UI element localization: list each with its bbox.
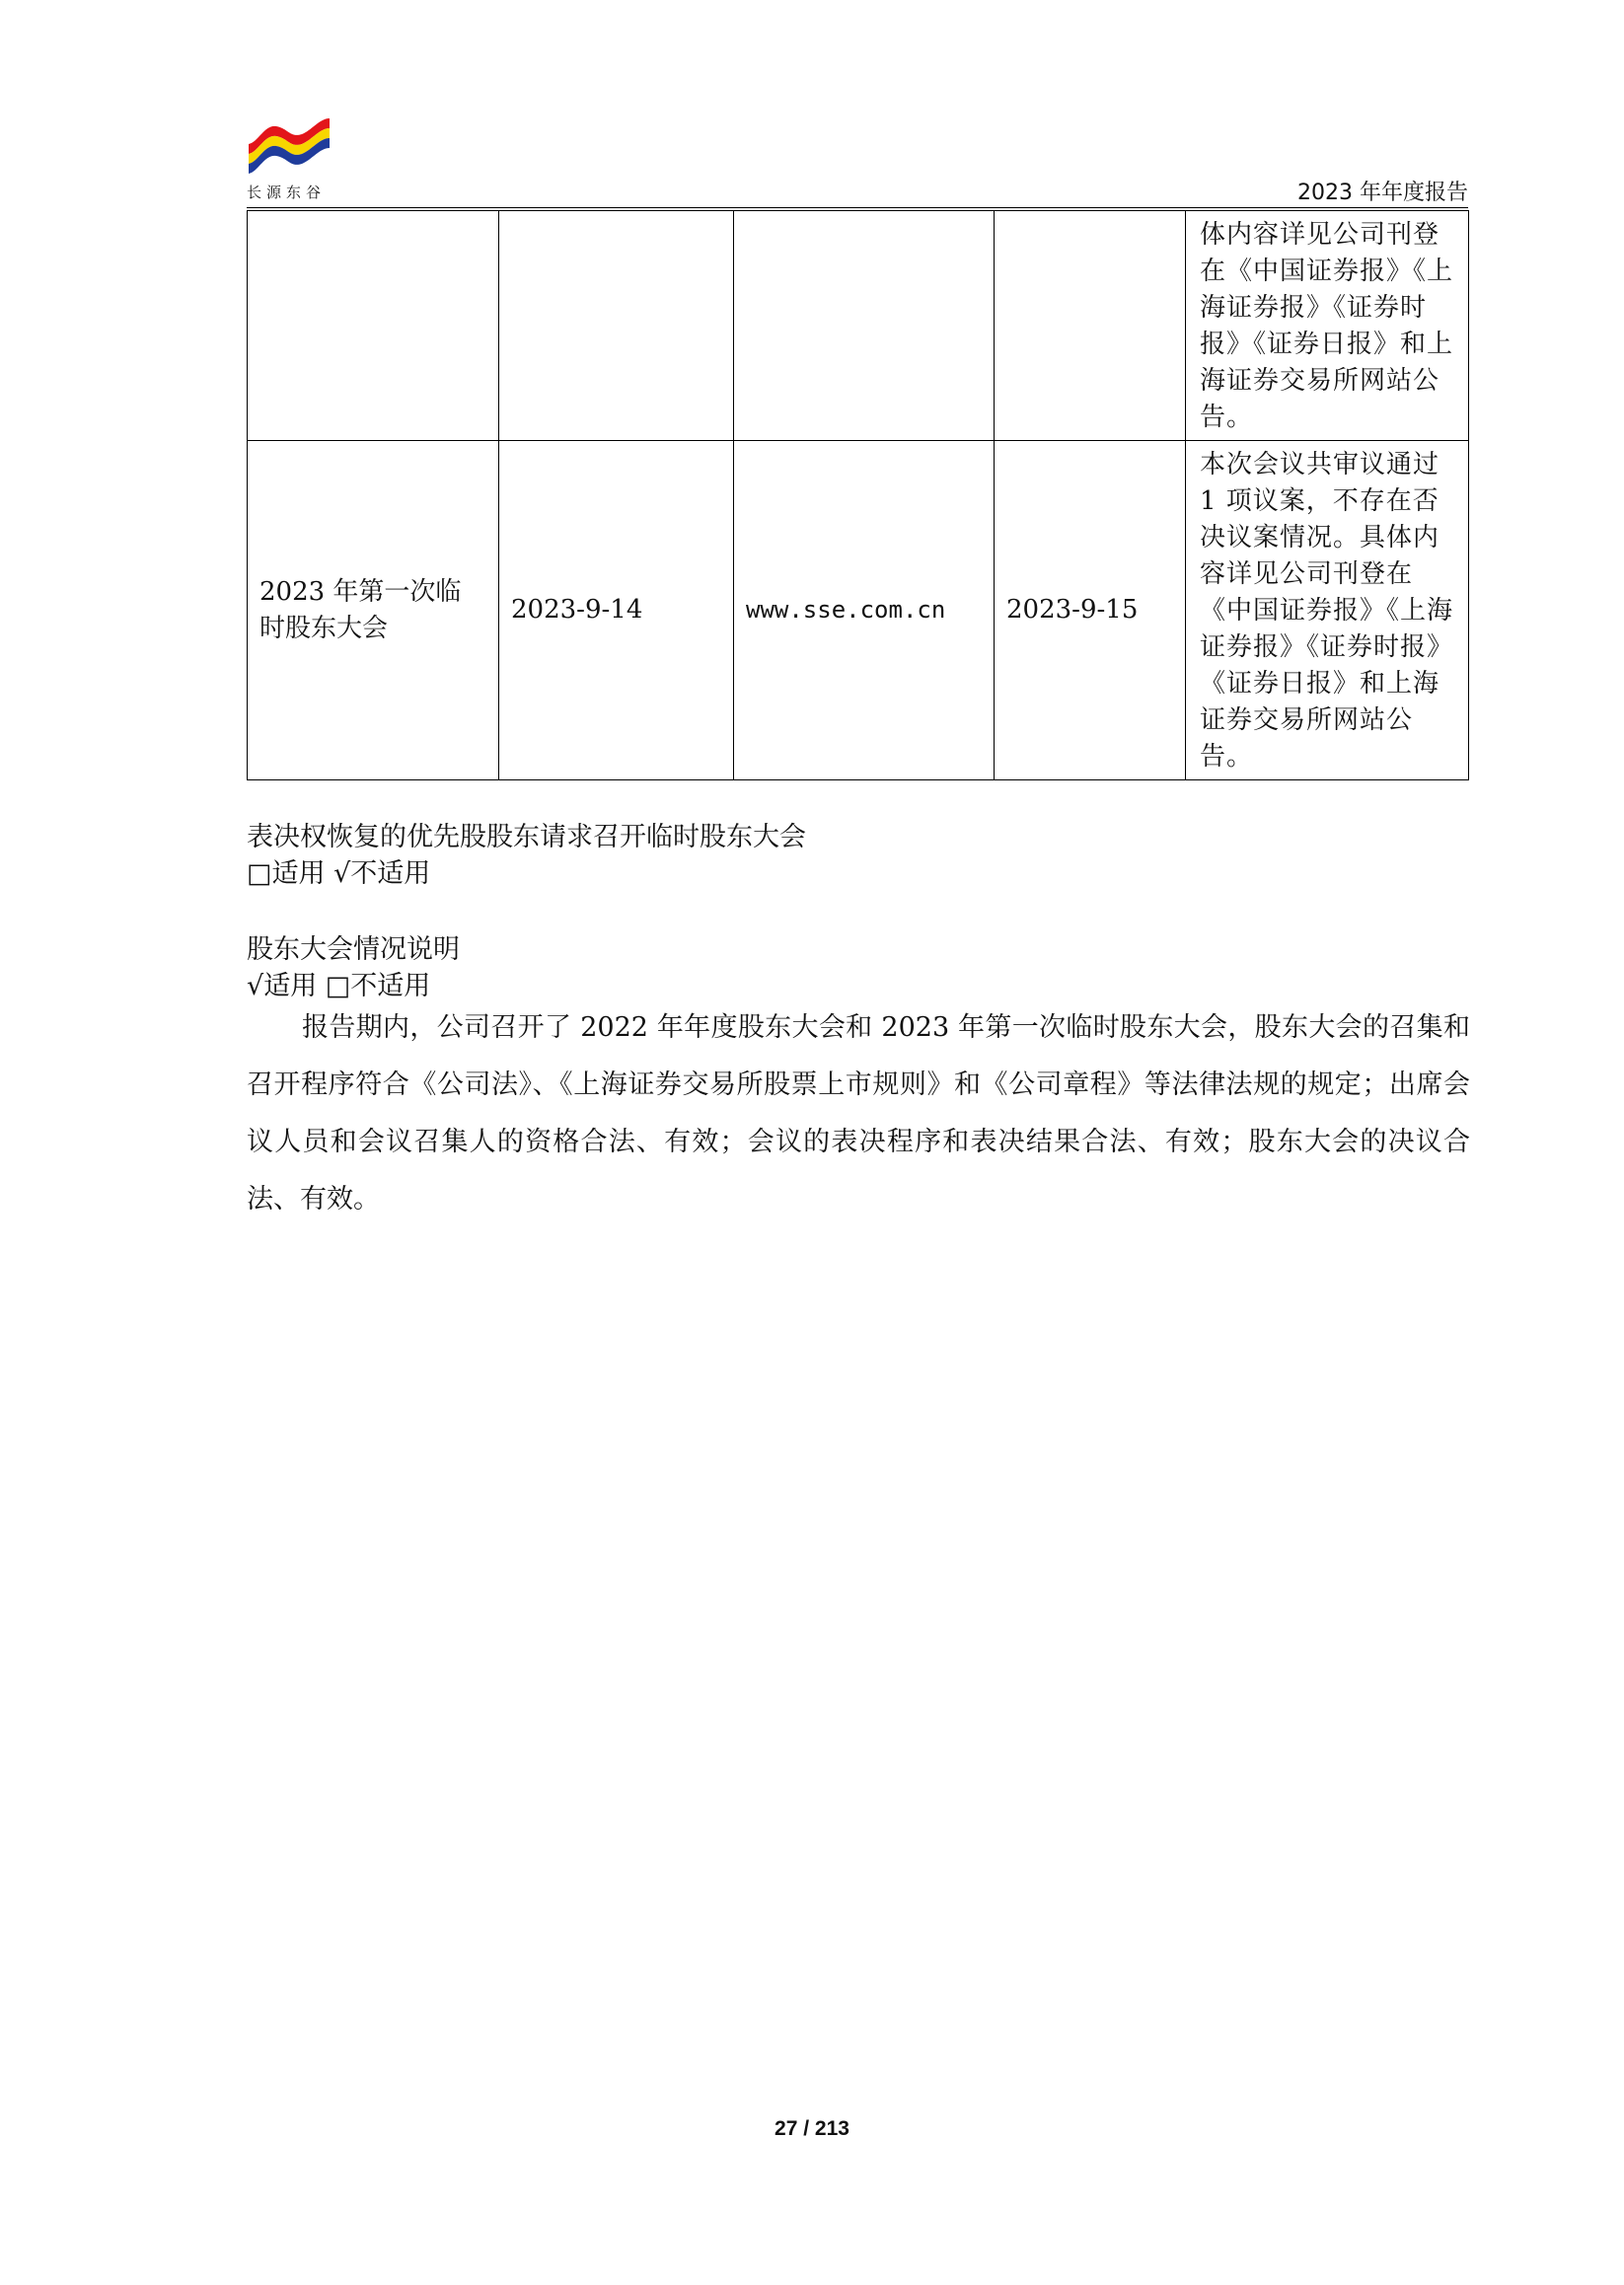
preferred-shareholder-section — [247, 819, 1470, 892]
explanation-paragraph: 报告期内，公司召开了 2022 年年度股东大会和 2023 年第一次临时股东大会，股东大会的召集和召开程序符合《公司法》、《上海证券交易所股票上市规则》和《公司章程》等法律法规的规定；出席会议人员和会议召集人的资格合法、有效；会议的表决程序和表决结果合法、有效；股东大会的决议合法、有效。 — [247, 1012, 1470, 1215]
resolution-description-cell: 本次会议共审议通过 1 项议案，不存在否决议案情况。具体内容详见公司刊登在《中国证券报》《上海证券报》《证券时报》《证券日报》和上海证券交易所网站公告。 — [1186, 441, 1469, 780]
meeting-name-cell — [248, 211, 499, 441]
publish-date-cell — [995, 211, 1186, 441]
header-divider — [247, 207, 1468, 208]
meeting-name-cell: 2023 年第一次临时股东大会 — [248, 441, 499, 780]
table-row — [248, 441, 1469, 780]
resolution-description-cell: 体内容详见公司刊登在《中国证券报》《上海证券报》《证券时报》《证券日报》和上海证券交易所网站公告。 — [1186, 211, 1469, 441]
meeting-explanation-section — [247, 931, 1470, 1004]
company-logo — [247, 116, 333, 201]
disclosure-site-cell: www.sse.com.cn — [734, 441, 995, 780]
page-number: 27 / 213 — [775, 2117, 849, 2140]
report-title: 2023 年年度报告 — [1297, 181, 1468, 205]
shareholder-meetings-table — [247, 210, 1469, 780]
meeting-date-cell — [499, 211, 734, 441]
publish-date-cell: 2023-9-15 — [995, 441, 1186, 780]
section-title: 股东大会情况说明 — [247, 934, 460, 965]
table-row — [248, 211, 1469, 441]
applicability-options: □适用 √不适用 — [247, 858, 431, 889]
logo-text: 长源东谷 — [247, 184, 327, 201]
section-title: 表决权恢复的优先股股东请求召开临时股东大会 — [247, 822, 806, 852]
disclosure-site-cell — [734, 211, 995, 441]
meeting-date-cell: 2023-9-14 — [499, 441, 734, 780]
logo-flag-icon — [247, 116, 333, 185]
applicability-options: √适用 □不适用 — [247, 971, 431, 1001]
